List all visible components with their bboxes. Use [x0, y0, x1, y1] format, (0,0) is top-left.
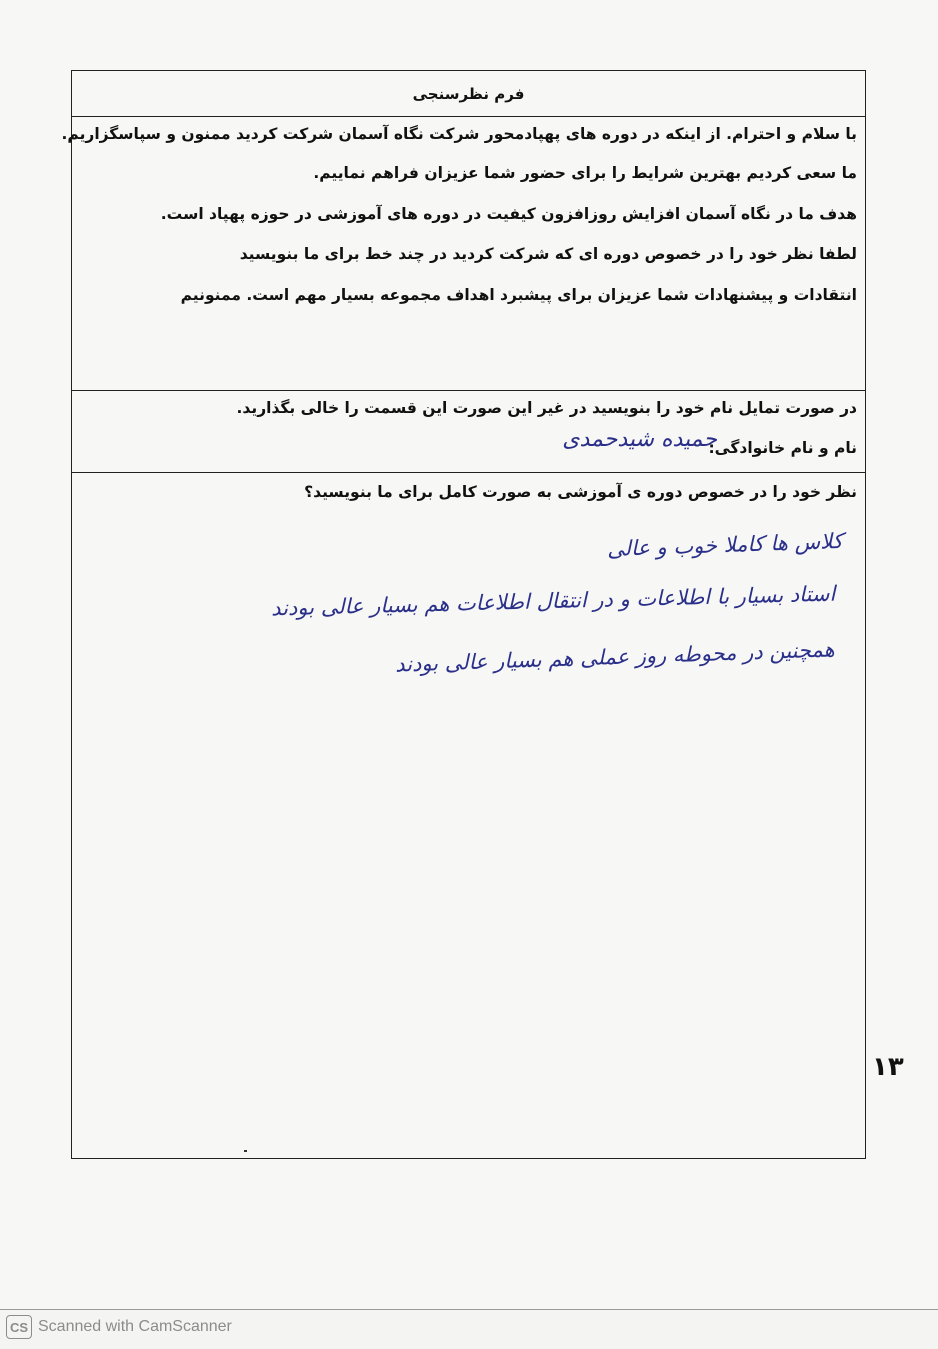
intro-line-5: انتقادات و پیشنهادات شما عزیزان برای پیشبرد اهداف مجموعه بسیار مهم است. ممنونیم: [180, 286, 857, 304]
comment-section: [72, 473, 865, 1158]
name-label: نام و نام خانوادگی:: [708, 439, 857, 457]
form-title: فرم نظرسنجی: [412, 84, 525, 103]
feedback-form: [61, 70, 866, 1159]
form-title-row: [72, 71, 865, 117]
camscanner-watermark: [6, 1315, 232, 1339]
comment-prompt: نظر خود را در خصوص دوره ی آموزشی به صورت کامل برای ما بنویسید؟: [304, 483, 857, 501]
watermark-text: Scanned with CamScanner: [38, 1318, 232, 1335]
stray-mark: [244, 1150, 247, 1152]
intro-section: [61, 117, 865, 391]
name-handwriting: حمیده شیدحمدی: [562, 427, 717, 452]
name-instruction: در صورت تمایل نام خود را بنویسید در غیر این صورت این قسمت را خالی بگذارید.: [236, 399, 857, 417]
name-section: [72, 391, 865, 473]
intro-line-1: با سلام و احترام. از اینکه در دوره های پهپادمحور شرکت نگاه آسمان شرکت کردید ممنون و سپاسگزاریم.: [61, 125, 857, 143]
page-number: ۱۳: [872, 1052, 904, 1082]
intro-line-3: هدف ما در نگاه آسمان افزایش روزافزون کیفیت در دوره های آموزشی در حوزه پهپاد است.: [160, 205, 857, 223]
intro-line-2: ما سعی کردیم بهترین شرایط را برای حضور شما عزیزان فراهم نماییم.: [313, 164, 857, 182]
intro-line-4: لطفا نظر خود را در خصوص دوره ای که شرکت کردید در چند خط برای ما بنویسید: [239, 245, 857, 263]
camscanner-logo-icon: CS: [6, 1315, 32, 1339]
comment-handwriting-line-1: کلاس ها کاملا خوب و عالی: [606, 528, 844, 562]
comment-handwriting-line-3: همچنین در محوطه روز عملی هم بسیار عالی بودند: [394, 637, 836, 677]
comment-handwriting-line-2: استاد بسیار با اطلاعات و در انتقال اطلاعات هم بسیار عالی بودند: [270, 581, 836, 621]
